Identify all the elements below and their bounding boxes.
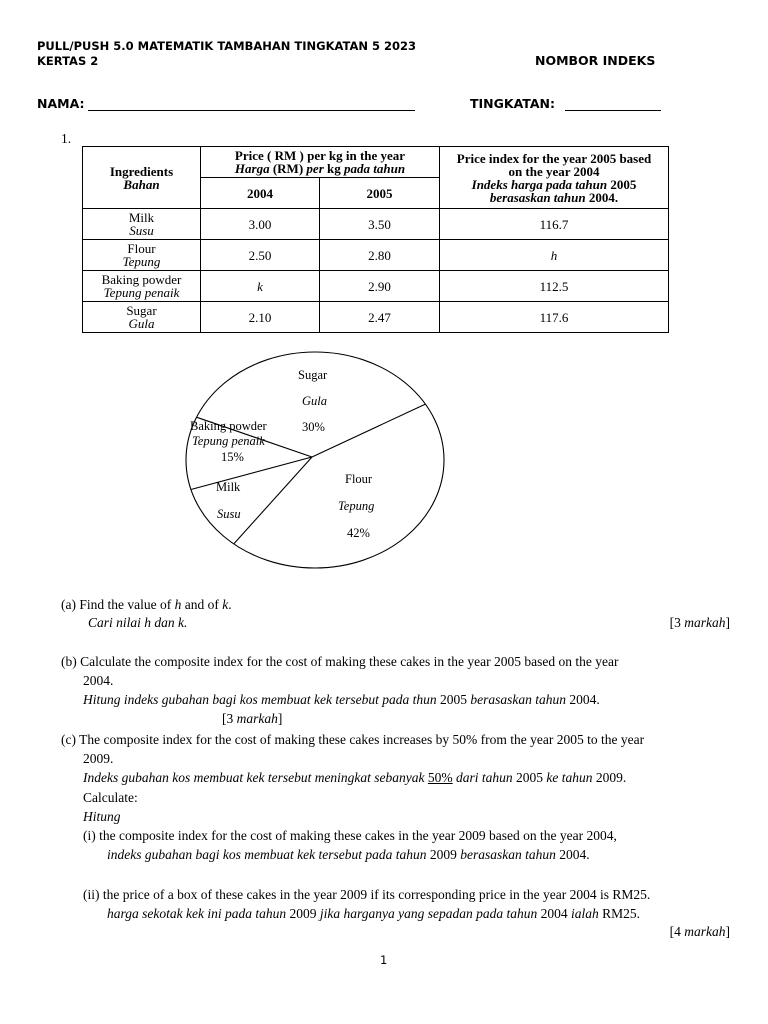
ingredient-en: Flour: [127, 241, 156, 256]
hp-ms-3: per: [306, 161, 324, 176]
question-c-marks: [670, 923, 730, 941]
qa-mk-word: markah: [684, 615, 726, 630]
question-b-en-1: [61, 653, 618, 671]
hp-ms-5: pada tahun: [344, 161, 406, 176]
hp-ms-2: (RM): [272, 161, 304, 176]
qa-label: (a): [61, 597, 76, 612]
ingredient-en: Baking powder: [101, 272, 182, 287]
qcii-ms-6: RM25.: [602, 906, 640, 921]
qc-ms-5: ke tahun: [543, 770, 596, 785]
price-2004-cell: 3.00: [201, 209, 320, 240]
qa-en-3: .: [228, 597, 232, 612]
page-number: 1: [380, 953, 388, 967]
qci-ms-3: berasaskan tahun: [456, 847, 560, 862]
qa-en-2: and of: [181, 597, 223, 612]
pie-divider-line: [191, 457, 312, 490]
index-cell: h: [440, 240, 669, 271]
price-2005-cell: 2.80: [320, 240, 440, 271]
ingredient-cell: [83, 240, 201, 271]
qci-label: (i): [83, 828, 96, 843]
question-ci-ms: [107, 846, 590, 864]
question-a-ms: Cari nilai h dan k.: [88, 615, 188, 630]
header-year-2004: 2004: [201, 178, 320, 209]
qc-ms-2: 50%: [427, 770, 453, 785]
index-cell: 116.7: [440, 209, 669, 240]
qb-en-1: Calculate the composite index for the cost of making these cakes in the year 2005 based on the year: [80, 654, 619, 669]
qci-ms-4: 2004.: [559, 847, 590, 862]
price-2004-cell: 2.10: [201, 302, 320, 333]
hi-ms-4: 2004.: [588, 189, 619, 205]
header-index-ms-2: [440, 191, 668, 204]
header-topic: NOMBOR INDEKS: [535, 53, 656, 68]
question-cii-ms: [107, 905, 640, 923]
index-cell: 117.6: [440, 302, 669, 333]
qcii-label: (ii): [83, 887, 100, 902]
table-row: [83, 302, 669, 333]
price-2004-cell: 2.50: [201, 240, 320, 271]
qb-ms-1: Hitung indeks gubahan bagi kos membuat kek tersebut pada thun: [83, 692, 440, 707]
qcii-ms-3: jika harganya yang sepadan pada tahun: [316, 906, 541, 921]
qc-ms-4: 2005: [516, 770, 544, 785]
pie-label-flour-ms: Tepung: [338, 499, 375, 513]
question-a-marks: [670, 614, 730, 632]
qc-ms-3: dari tahun: [452, 770, 517, 785]
price-2005-cell: 2.90: [320, 271, 440, 302]
qc-mk-close: ]: [725, 924, 730, 939]
ingredient-en: Sugar: [126, 303, 157, 318]
table-row: [83, 271, 669, 302]
qc-ms-6: 2009.: [595, 770, 627, 785]
question-c-calc-ms: Hitung: [83, 809, 121, 824]
pie-value-flour: 42%: [347, 526, 370, 540]
hp-ms-1: Harga: [234, 161, 270, 176]
qci-ms-1: indeks gubahan bagi kos membuat kek tersebut pada tahun: [107, 847, 430, 862]
question-c-en-2: 2009.: [83, 751, 114, 766]
question-number: 1.: [61, 131, 72, 146]
hp-ms-4: kg: [327, 161, 341, 176]
table-row: [83, 240, 669, 271]
ingredient-cell: [83, 271, 201, 302]
tingkatan-blank-line[interactable]: [565, 110, 661, 111]
pie-divider-line: [234, 457, 312, 544]
qa-mk-open: [3: [669, 615, 685, 630]
header-index-en-2: on the year 2004: [508, 163, 600, 179]
hi-ms-3: berasaskan tahun: [489, 189, 586, 205]
pie-label-baking-en: Baking powder: [190, 419, 267, 433]
qb-label: (b): [61, 654, 77, 669]
qci-ms-2: 2009: [429, 847, 457, 862]
ingredient-cell: [83, 302, 201, 333]
ingredient-ms: Gula: [128, 316, 155, 331]
ingredient-ms: Tepung: [122, 254, 161, 269]
qb-mk-open: [3: [222, 711, 237, 726]
question-c-calc-en: Calculate:: [83, 790, 138, 805]
header-price-en: Price ( RM ) per kg in the year: [234, 148, 406, 163]
header-price-ms: [201, 162, 439, 175]
qcii-ms-4: 2004: [540, 906, 568, 921]
tingkatan-label: TINGKATAN:: [470, 96, 555, 111]
header-paper: KERTAS 2: [37, 54, 99, 68]
qc-en-1: The composite index for the cost of making these cakes increases by 50% from the year 2005 to the year: [79, 732, 645, 747]
question-a-en: [61, 596, 232, 614]
question-b-ms: [83, 691, 600, 709]
pie-label-sugar-en: Sugar: [298, 368, 328, 382]
qcii-ms-5: ialah: [567, 906, 603, 921]
pie-value-baking: 15%: [221, 450, 244, 464]
pie-divider-line: [312, 404, 425, 457]
question-ci-en: [83, 827, 617, 845]
qb-ms-4: 2004.: [569, 692, 600, 707]
qb-mk-word: markah: [236, 711, 278, 726]
pie-label-milk-en: Milk: [216, 480, 241, 494]
pie-label-sugar-ms: Gula: [302, 394, 327, 408]
question-b-en-2: 2004.: [83, 673, 114, 688]
ingredient-cell: [83, 209, 201, 240]
qa-en-h: h: [174, 597, 182, 612]
pie-value-sugar: 30%: [302, 420, 325, 434]
price-2005-cell: 3.50: [320, 209, 440, 240]
ingredient-ms: Susu: [129, 223, 154, 238]
qb-ms-3: berasaskan tahun: [466, 692, 570, 707]
hi-ms-2: 2005: [610, 176, 637, 192]
table-row: [83, 209, 669, 240]
pie-label-milk-ms: Susu: [217, 507, 241, 521]
qc-label: (c): [61, 732, 76, 747]
question-c-en-1: [61, 731, 644, 749]
qcii-en: the price of a box of these cakes in the year 2009 if its corresponding price in the year 2004 is RM25.: [102, 887, 651, 902]
index-cell: 112.5: [440, 271, 669, 302]
header-index-en-1: Price index for the year 2005 based: [456, 150, 652, 166]
header-ingredients: [83, 147, 201, 209]
qci-en: the composite index for the cost of making these cakes in the year 2009 based on the year 2004,: [99, 828, 617, 843]
price-2005-cell: 2.47: [320, 302, 440, 333]
qcii-ms-1: harga sekotak kek ini pada tahun: [107, 906, 290, 921]
question-c-ms: [83, 769, 626, 787]
qa-en-k: k: [222, 597, 229, 612]
header-index: [440, 147, 669, 209]
nama-label: NAMA:: [37, 96, 85, 111]
ingredient-ms: Tepung penaik: [103, 285, 180, 300]
qcii-ms-2: 2009: [289, 906, 317, 921]
question-b-marks: [222, 710, 282, 728]
qb-ms-2: 2005: [439, 692, 467, 707]
header-year-2005: 2005: [320, 178, 440, 209]
nama-blank-line[interactable]: [88, 110, 415, 111]
header-title: PULL/PUSH 5.0 MATEMATIK TAMBAHAN TINGKATAN 5 2023: [37, 39, 417, 53]
header-ingredients-en: Ingredients: [109, 163, 174, 179]
hi-ms-1: Indeks harga pada tahun: [471, 176, 608, 192]
qc-mk-open: [4: [669, 924, 685, 939]
qb-mk-close: ]: [277, 711, 283, 726]
qc-mk-word: markah: [684, 924, 726, 939]
header-price: [201, 147, 440, 178]
table-header-row: [83, 147, 669, 178]
qc-ms-1: Indeks gubahan kos membuat kek tersebut meningkat sebanyak: [83, 770, 428, 785]
price-index-table: [82, 146, 669, 333]
pie-label-flour-en: Flour: [345, 472, 373, 486]
question-cii-en: [83, 886, 650, 904]
qa-en-1: Find the value of: [79, 597, 175, 612]
ingredient-en: Milk: [128, 210, 155, 225]
price-2004-cell: k: [201, 271, 320, 302]
pie-label-baking-ms: Tepung penaik: [192, 434, 265, 448]
header-ingredients-ms: Bahan: [123, 176, 160, 192]
qa-mk-close: ]: [725, 615, 730, 630]
